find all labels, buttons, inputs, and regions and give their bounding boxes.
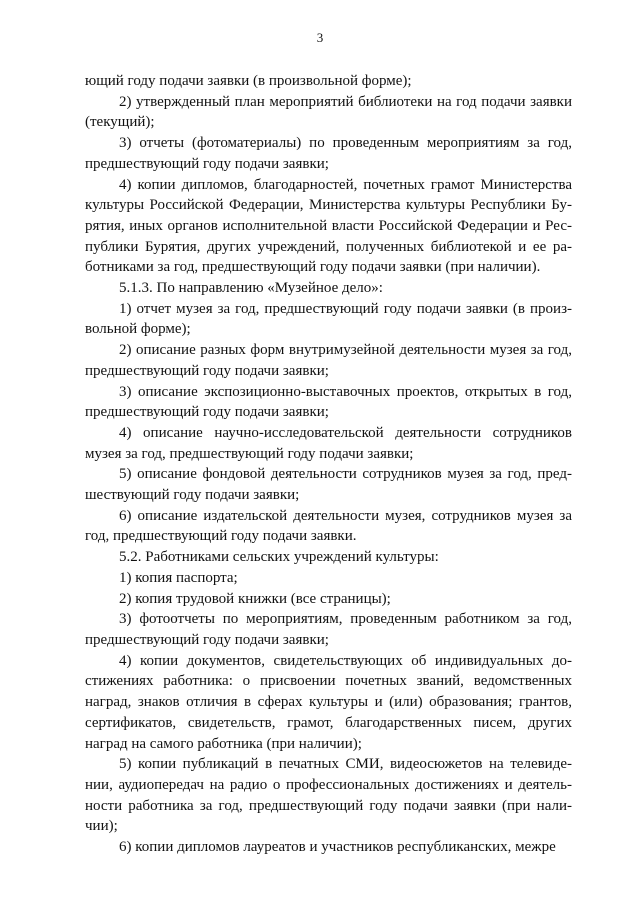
page-number: 3 xyxy=(316,30,324,45)
list-item-library-plan: 2) утвержденный план мероприятий библиотеки на год подачи заявки (текущий); xyxy=(85,93,572,131)
list-item-library-photo-reports: 3) отчеты (фотоматериалы) по проведенным мероприятиям за год, предшествующий году подачи заявки; xyxy=(85,135,572,172)
list-item-library-diplomas: 4) копии дипломов, благодарностей, почетных грамот Министерства культуры Российской Федерации, Министерства культуры Республики Бурятия, иных органов исполнительной власти Российской Федерации и Республики Бурятия, других учреждений, полученных библиотекой и ее работниками за год, предшествующий году подачи заявки (при наличии). xyxy=(85,176,572,276)
document-body xyxy=(85,71,572,858)
list-item-museum-exhibitions: 3) описание экспозиционно-выставочных проектов, открытых в год, предшествующий году подачи заявки; xyxy=(85,383,572,421)
list-item-museum-publishing: 6) описание издательской деятельности музея, сотрудников музея за год, предшествующий году подачи заявки. xyxy=(85,507,572,545)
list-item-work-book-copy: 2) копия трудовой книжки (все страницы); xyxy=(119,590,391,607)
list-item-laureate-diplomas: 6) копии дипломов лауреатов и участников республиканских, межре xyxy=(119,839,556,856)
list-item-museum-research: 4) описание научно-исследовательской деятельности сотрудников музея за год, предшествующий году подачи заявки; xyxy=(85,424,572,462)
list-item-museum-internal-activity: 2) описание разных форм внутримузейной деятельности музея за год, предшествующий году подачи заявки; xyxy=(85,342,572,379)
paragraph-continuation: ющий году подачи заявки (в произвольной форме); xyxy=(85,73,412,89)
section-heading-museum: 5.1.3. По направлению «Музейное дело»: xyxy=(119,280,383,297)
list-item-museum-funds: 5) описание фондовой деятельности сотрудников музея за год, предшествующий году подачи заявки; xyxy=(85,466,572,504)
list-item-achievement-documents: 4) копии документов, свидетельствующих об индивидуальных достижениях работника: о присвоении почетных званий, ведомственных наград, знаков отличия в сферах культуры и (или) образования; грантов, сертификатов, свидетельств, грамот, благодарственных писем, других наград на самого работника (при наличии); xyxy=(85,652,572,752)
list-item-museum-report: 1) отчет музея за год, предшествующий году подачи заявки (в произвольной форме); xyxy=(85,300,572,338)
list-item-worker-photo-reports: 3) фотоотчеты по мероприятиям, проведенным работником за год, предшествующий году подачи заявки; xyxy=(85,611,572,648)
section-heading-rural-workers: 5.2. Работниками сельских учреждений культуры: xyxy=(119,549,439,566)
list-item-media-publications: 5) копии публикаций в печатных СМИ, видеосюжетов на телевидении, аудиопередач на радио о профессиональных достижениях и деятельности работника за год, предшествующий году подачи заявки (при наличии); xyxy=(85,756,572,835)
list-item-passport-copy: 1) копия паспорта; xyxy=(119,569,238,586)
